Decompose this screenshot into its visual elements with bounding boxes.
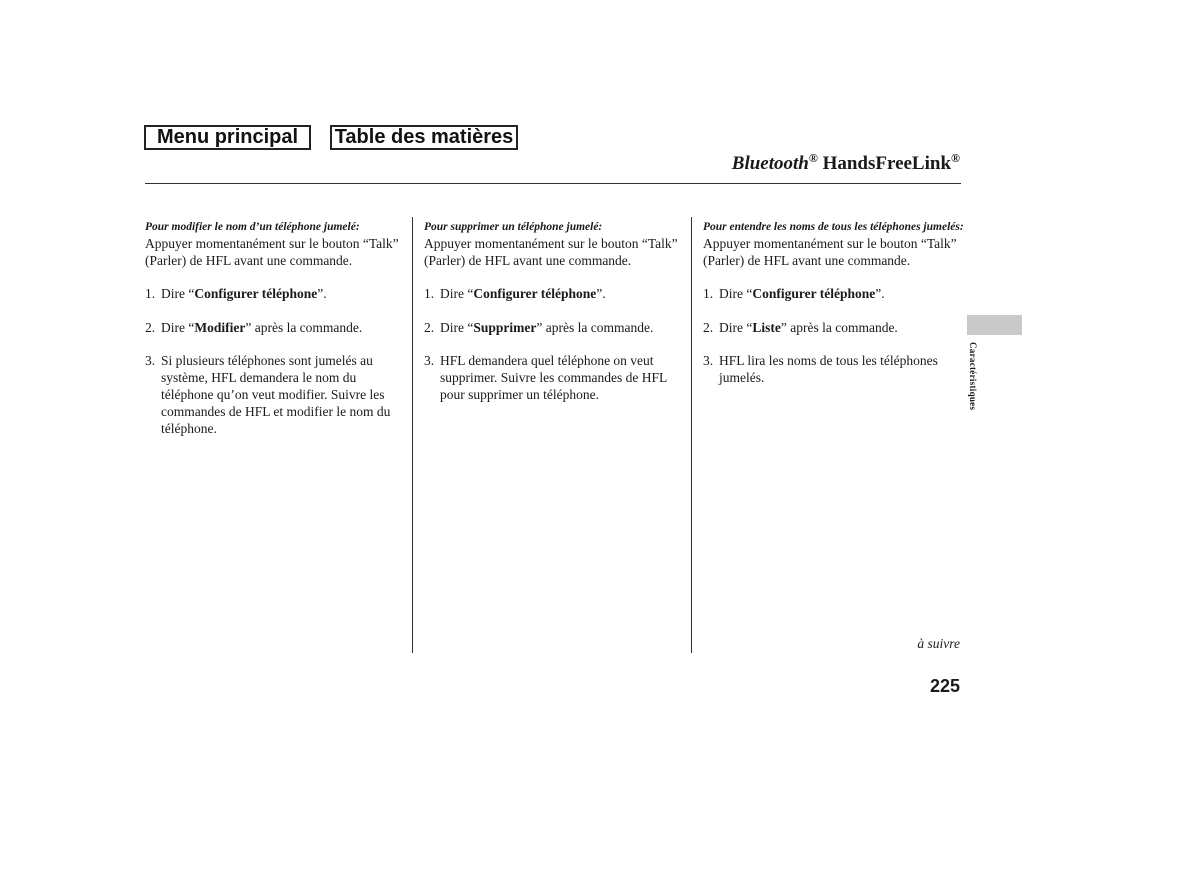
section-delete-phone [424, 219, 686, 421]
step-number: 1. [703, 286, 714, 302]
step-text: Dire “ [719, 286, 753, 302]
list-item [424, 286, 686, 303]
step-text: ” après la commande. [780, 319, 898, 335]
list-item [703, 286, 965, 303]
voice-command: Configurer téléphone [194, 286, 318, 302]
step-number: 3. [145, 353, 156, 369]
title-handsfreelink: HandsFreeLink [817, 153, 952, 174]
section-intro: Appuyer momentanément sur le bouton “Talk” (Parler) de HFL avant une commande. [145, 235, 399, 268]
header-rule [145, 183, 961, 184]
continued-note: à suivre [917, 636, 960, 651]
registered-mark: ® [951, 151, 960, 165]
step-number: 3. [424, 353, 435, 369]
list-item [424, 320, 686, 337]
list-item [145, 320, 407, 337]
step-text: HFL demandera quel téléphone on veut supprimer. Suivre les commandes de HFL pour supprimer un téléphone. [440, 353, 667, 402]
step-number: 2. [145, 319, 156, 335]
voice-command: Supprimer [473, 319, 537, 335]
column-divider [412, 217, 413, 653]
step-text: ” après la commande. [536, 319, 654, 335]
voice-command: Modifier [194, 319, 246, 335]
voice-command: Liste [752, 319, 781, 335]
step-text: Si plusieurs téléphones sont jumelés au système, HFL demandera le nom du téléphone qu’on veut modifier. Suivre les commandes de HFL et modifier le nom du téléphone. [161, 353, 391, 436]
main-menu-button[interactable]: Menu principal [144, 125, 311, 150]
step-number: 1. [424, 286, 435, 302]
registered-mark: ® [808, 151, 818, 165]
list-item [703, 353, 965, 387]
step-list [424, 286, 686, 404]
step-text: ” après la commande. [245, 319, 363, 335]
section-intro: Appuyer momentanément sur le bouton “Talk” (Parler) de HFL avant une commande. [703, 235, 957, 268]
table-of-contents-button[interactable]: Table des matières [330, 125, 518, 150]
step-text: Dire “ [440, 286, 474, 302]
title-bluetooth: Bluetooth [731, 153, 809, 174]
section-rename-phone [145, 219, 407, 454]
list-item [145, 353, 407, 437]
section-heading: Pour entendre les noms de tous les téléphones jumelés: [703, 221, 964, 233]
step-list [145, 286, 407, 437]
voice-command: Configurer téléphone [752, 286, 876, 302]
step-text: Dire “ [719, 319, 753, 335]
side-tab-label: Caractéristiques [968, 342, 978, 411]
column-divider [691, 217, 692, 653]
step-number: 3. [703, 353, 714, 369]
step-number: 2. [703, 319, 714, 335]
list-item [424, 353, 686, 403]
page-title [732, 153, 960, 175]
list-item [703, 320, 965, 337]
section-heading: Pour supprimer un téléphone jumelé: [424, 221, 603, 233]
section-heading: Pour modifier le nom d’un téléphone jumelé: [145, 221, 360, 233]
section-list-phones [703, 219, 965, 404]
page-number: 225 [929, 676, 960, 696]
step-text: ”. [875, 286, 885, 302]
section-tab-marker [967, 315, 1022, 335]
section-intro: Appuyer momentanément sur le bouton “Talk” (Parler) de HFL avant une commande. [424, 235, 678, 268]
step-list [703, 286, 965, 387]
step-number: 1. [145, 286, 156, 302]
step-text: Dire “ [161, 319, 195, 335]
step-text: HFL lira les noms de tous les téléphones jumelés. [719, 353, 938, 386]
step-text: ”. [596, 286, 606, 302]
step-text: ”. [317, 286, 327, 302]
voice-command: Configurer téléphone [473, 286, 597, 302]
step-text: Dire “ [440, 319, 474, 335]
step-text: Dire “ [161, 286, 195, 302]
list-item [145, 286, 407, 303]
step-number: 2. [424, 319, 435, 335]
